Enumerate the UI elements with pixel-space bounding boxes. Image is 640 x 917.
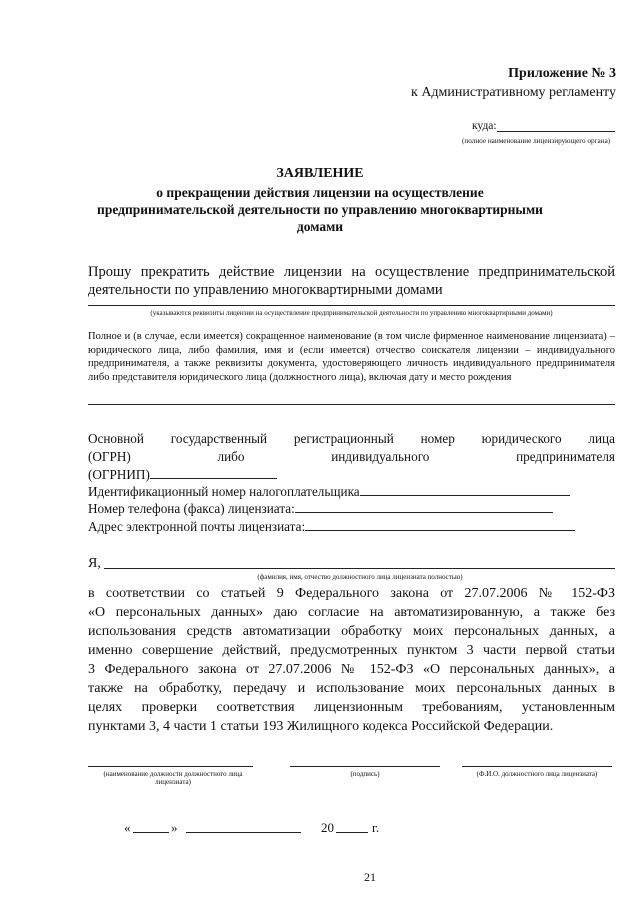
name-instruction: Полное и (в случае, если имеется) сокращенное наименование (в том числе фирменное наименование лицензиата) – юридического лица, либо фамилия, имя и (если имеется) отчество соискателя лицензии – индивидуального предпринимателя, а также реквизиты документа, удостоверяющего личность индивидуального предпринимателя либо представителя юридического лица (должностного лица), включая дату и место рождения	[88, 331, 615, 383]
fio-note: (Ф.И.О. должностного лица лицензиата)	[476, 770, 598, 778]
addressee-label: куда:	[472, 120, 497, 132]
consent-line-7: целях проверки соответствия лицензионным требованиям, установленным	[88, 700, 615, 715]
ogrn-w3: регистрационный	[293, 431, 394, 446]
document-subtitle: о прекращении действия лицензии на осуществление предпринимательской деятельности по управлению многоквартирными домами	[97, 185, 543, 234]
fio-line[interactable]	[462, 766, 612, 767]
page-number: 21	[364, 870, 376, 884]
consent-line-1: в соответствии со статьей 9 Федерального закона от 27.07.2006 № 152-ФЗ	[88, 586, 615, 601]
consent-line-2: «О персональных данных» даю согласие на автоматизированную, а также без	[88, 605, 615, 620]
addressee-line[interactable]	[497, 131, 615, 132]
ogrn2-w1: (ОГРН)	[88, 449, 131, 464]
phone-label: Номер телефона (факса) лицензиата:	[88, 501, 295, 516]
phone-field[interactable]	[295, 501, 553, 513]
applicant-name-line[interactable]	[88, 404, 615, 405]
phone-row	[88, 500, 615, 517]
ogrn-w1: Основной	[88, 431, 144, 446]
date-day-field[interactable]	[133, 832, 169, 833]
consent-line-6: также на обработку, передачу и использование моих персональных данных в	[88, 681, 615, 696]
ogrn-w2: государственный	[170, 431, 268, 446]
license-details-note: (указываются реквизиты лицензии на осуществление предпринимательской деятельности по управлению многоквартирными домами)	[150, 309, 553, 317]
email-label: Адрес электронной почты лицензиата:	[88, 519, 306, 534]
ogrn-w4: номер	[420, 431, 455, 446]
appendix-regulation: к Административному регламенту	[411, 85, 616, 100]
addressee-note: (полное наименование лицензирующего органа)	[462, 137, 611, 145]
ogrn-line-2	[88, 448, 615, 465]
consent-line-3: использования средств автоматизации обработку моих персональных данных, а	[88, 624, 615, 639]
ogrnip-label: (ОГРНИП)	[88, 467, 150, 482]
ogrnip-field[interactable]	[150, 467, 277, 479]
request-text: Прошу прекратить действие лицензии на осуществление предпринимательской деятельности по управлению многоквартирными домами	[88, 264, 615, 298]
consent-line-4: именно совершение действий, предусмотренных пунктом 3 части первой статьи	[88, 643, 615, 658]
email-field[interactable]	[305, 519, 575, 531]
signature-note: (подпись)	[350, 770, 380, 778]
signature-line[interactable]	[290, 766, 440, 767]
date-year-field[interactable]	[336, 832, 368, 833]
email-row	[88, 518, 615, 535]
consent-text	[88, 584, 615, 736]
date-month-field[interactable]	[186, 832, 301, 833]
position-note: (наименование должности должностного лица лицензиата)	[103, 770, 243, 786]
document-title: ЗАЯВЛЕНИЕ	[276, 166, 364, 181]
ogrn-w5: юридического	[481, 431, 562, 446]
inn-row	[88, 483, 615, 500]
date-close-quote: »	[171, 820, 178, 835]
consent-line-8: пунктами 3, 4 части 1 статьи 193 Жилищного кодекса Российской Федерации.	[88, 719, 554, 734]
appendix-number: Приложение № 3	[508, 66, 616, 81]
date-year-suffix: г.	[372, 820, 380, 835]
consent-i-label: Я,	[88, 556, 101, 571]
inn-label: Идентификационный номер налогоплательщика	[88, 484, 360, 499]
consent-name-line[interactable]	[104, 568, 615, 569]
date-open-quote: «	[124, 820, 131, 835]
ogrn-w6: лица	[588, 431, 615, 446]
consent-line-5: 3 Федерального закона от 27.07.2006 № 152-ФЗ «О персональных данных», а	[88, 662, 615, 677]
date-year-prefix: 20	[321, 820, 334, 835]
position-line[interactable]	[88, 766, 253, 767]
inn-field[interactable]	[360, 484, 570, 496]
consent-name-note: (фамилия, имя, отчество должностного лица лицензиата полностью)	[257, 573, 463, 581]
ogrn2-w3: индивидуального	[331, 449, 430, 464]
ogrn2-w2: либо	[217, 449, 245, 464]
ogrn2-w4: предпринимателя	[516, 449, 615, 464]
license-details-line[interactable]	[88, 305, 615, 306]
ogrn-line-1	[88, 430, 615, 447]
ogrnip-row	[88, 466, 615, 483]
